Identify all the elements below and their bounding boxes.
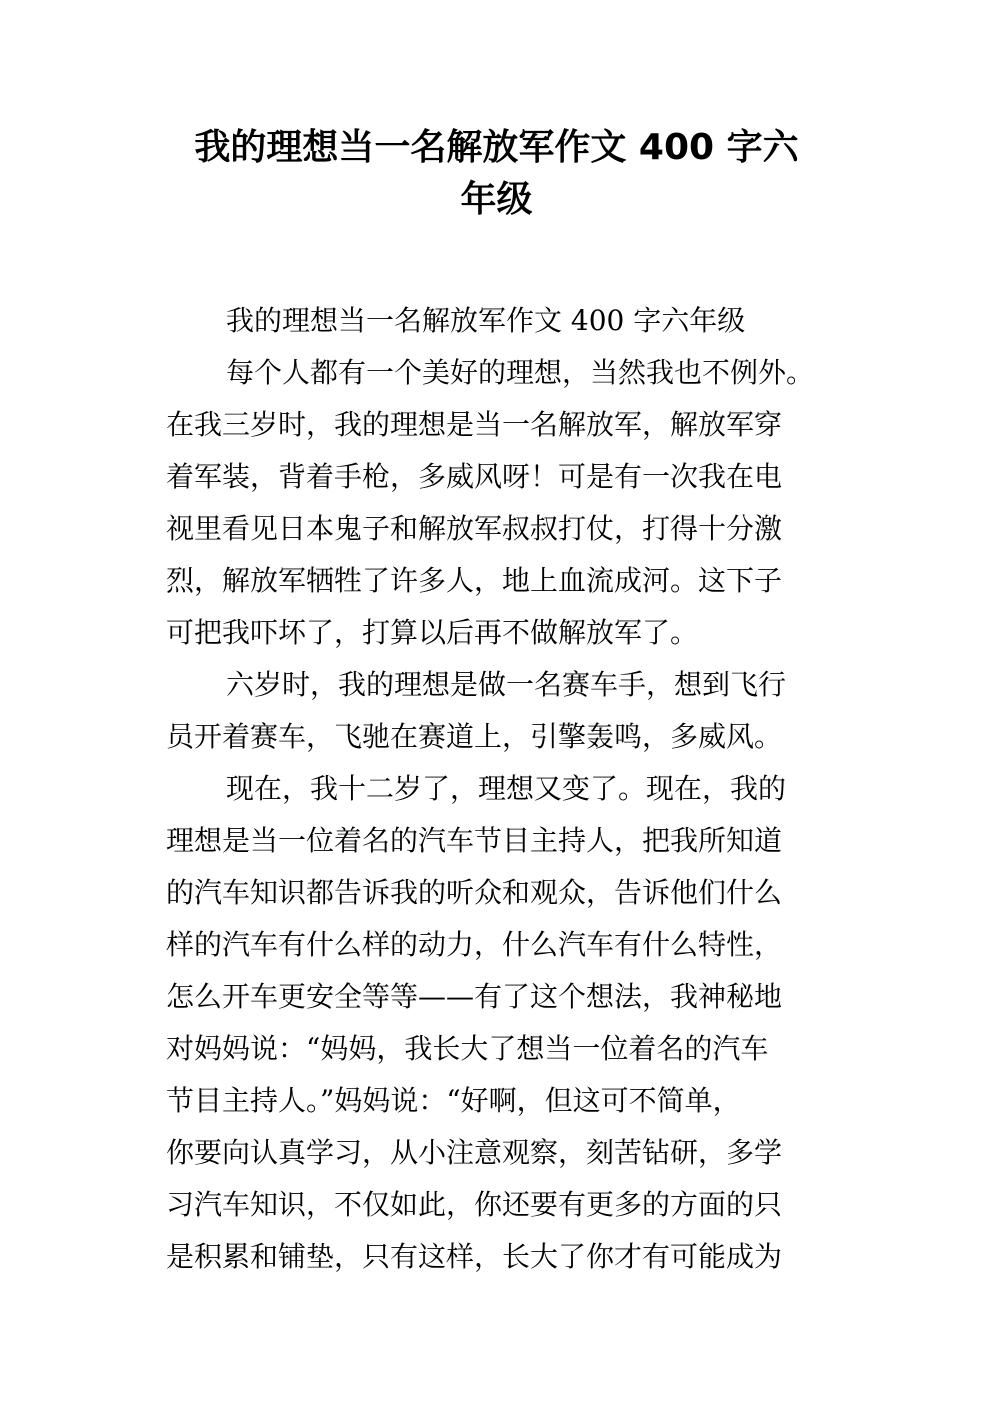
body-line: 的汽车知识都告诉我的听众和观众，告诉他们什么 [166,876,783,909]
body-line: 着军装，背着手枪，多威风呀！可是有一次我在电 [166,460,783,493]
document-body [166,295,856,1283]
body-line: 样的汽车有什么样的动力，什么汽车有什么特性， [166,928,783,961]
body-line: 对妈妈说：“妈妈，我长大了想当一位着名的汽车 [166,1032,769,1065]
body-line: 每个人都有一个美好的理想，当然我也不例外。 [226,356,815,389]
body-line: 怎么开车更安全等等——有了这个想法，我神秘地 [166,980,783,1013]
body-line: 烈，解放军牺牲了许多人，地上血流成河。这下子 [166,564,783,597]
body-line: 理想是当一位着名的汽车节目主持人，把我所知道 [166,824,783,857]
body-line: 习汽车知识，不仅如此，你还要有更多的方面的只 [166,1188,783,1221]
body-line: 在我三岁时，我的理想是当一名解放军，解放军穿 [166,408,783,441]
body-line: 可把我吓坏了，打算以后再不做解放军了。 [166,616,699,649]
body-line: 你要向认真学习，从小注意观察，刻苦钻研，多学 [166,1136,783,1169]
body-line: 节目主持人。”妈妈说：“好啊，但这可不简单， [166,1084,741,1117]
body-line: 视里看见日本鬼子和解放军叔叔打仗，打得十分激 [166,512,783,545]
body-line: 六岁时，我的理想是做一名赛车手，想到飞行 [226,668,787,701]
document-title [150,122,843,226]
title-line-1: 我的理想当一名解放军作文 400 字六 [194,127,799,168]
body-line: 现在，我十二岁了，理想又变了。现在，我的 [226,772,787,805]
body-line: 员开着赛车，飞驰在赛道上，引擎轰鸣，多威风。 [166,720,783,753]
title-line-2: 年级 [460,179,533,220]
body-line: 我的理想当一名解放军作文 400 字六年级 [226,304,746,337]
body-line: 是积累和铺垫，只有这样，长大了你才有可能成为 [166,1240,783,1273]
